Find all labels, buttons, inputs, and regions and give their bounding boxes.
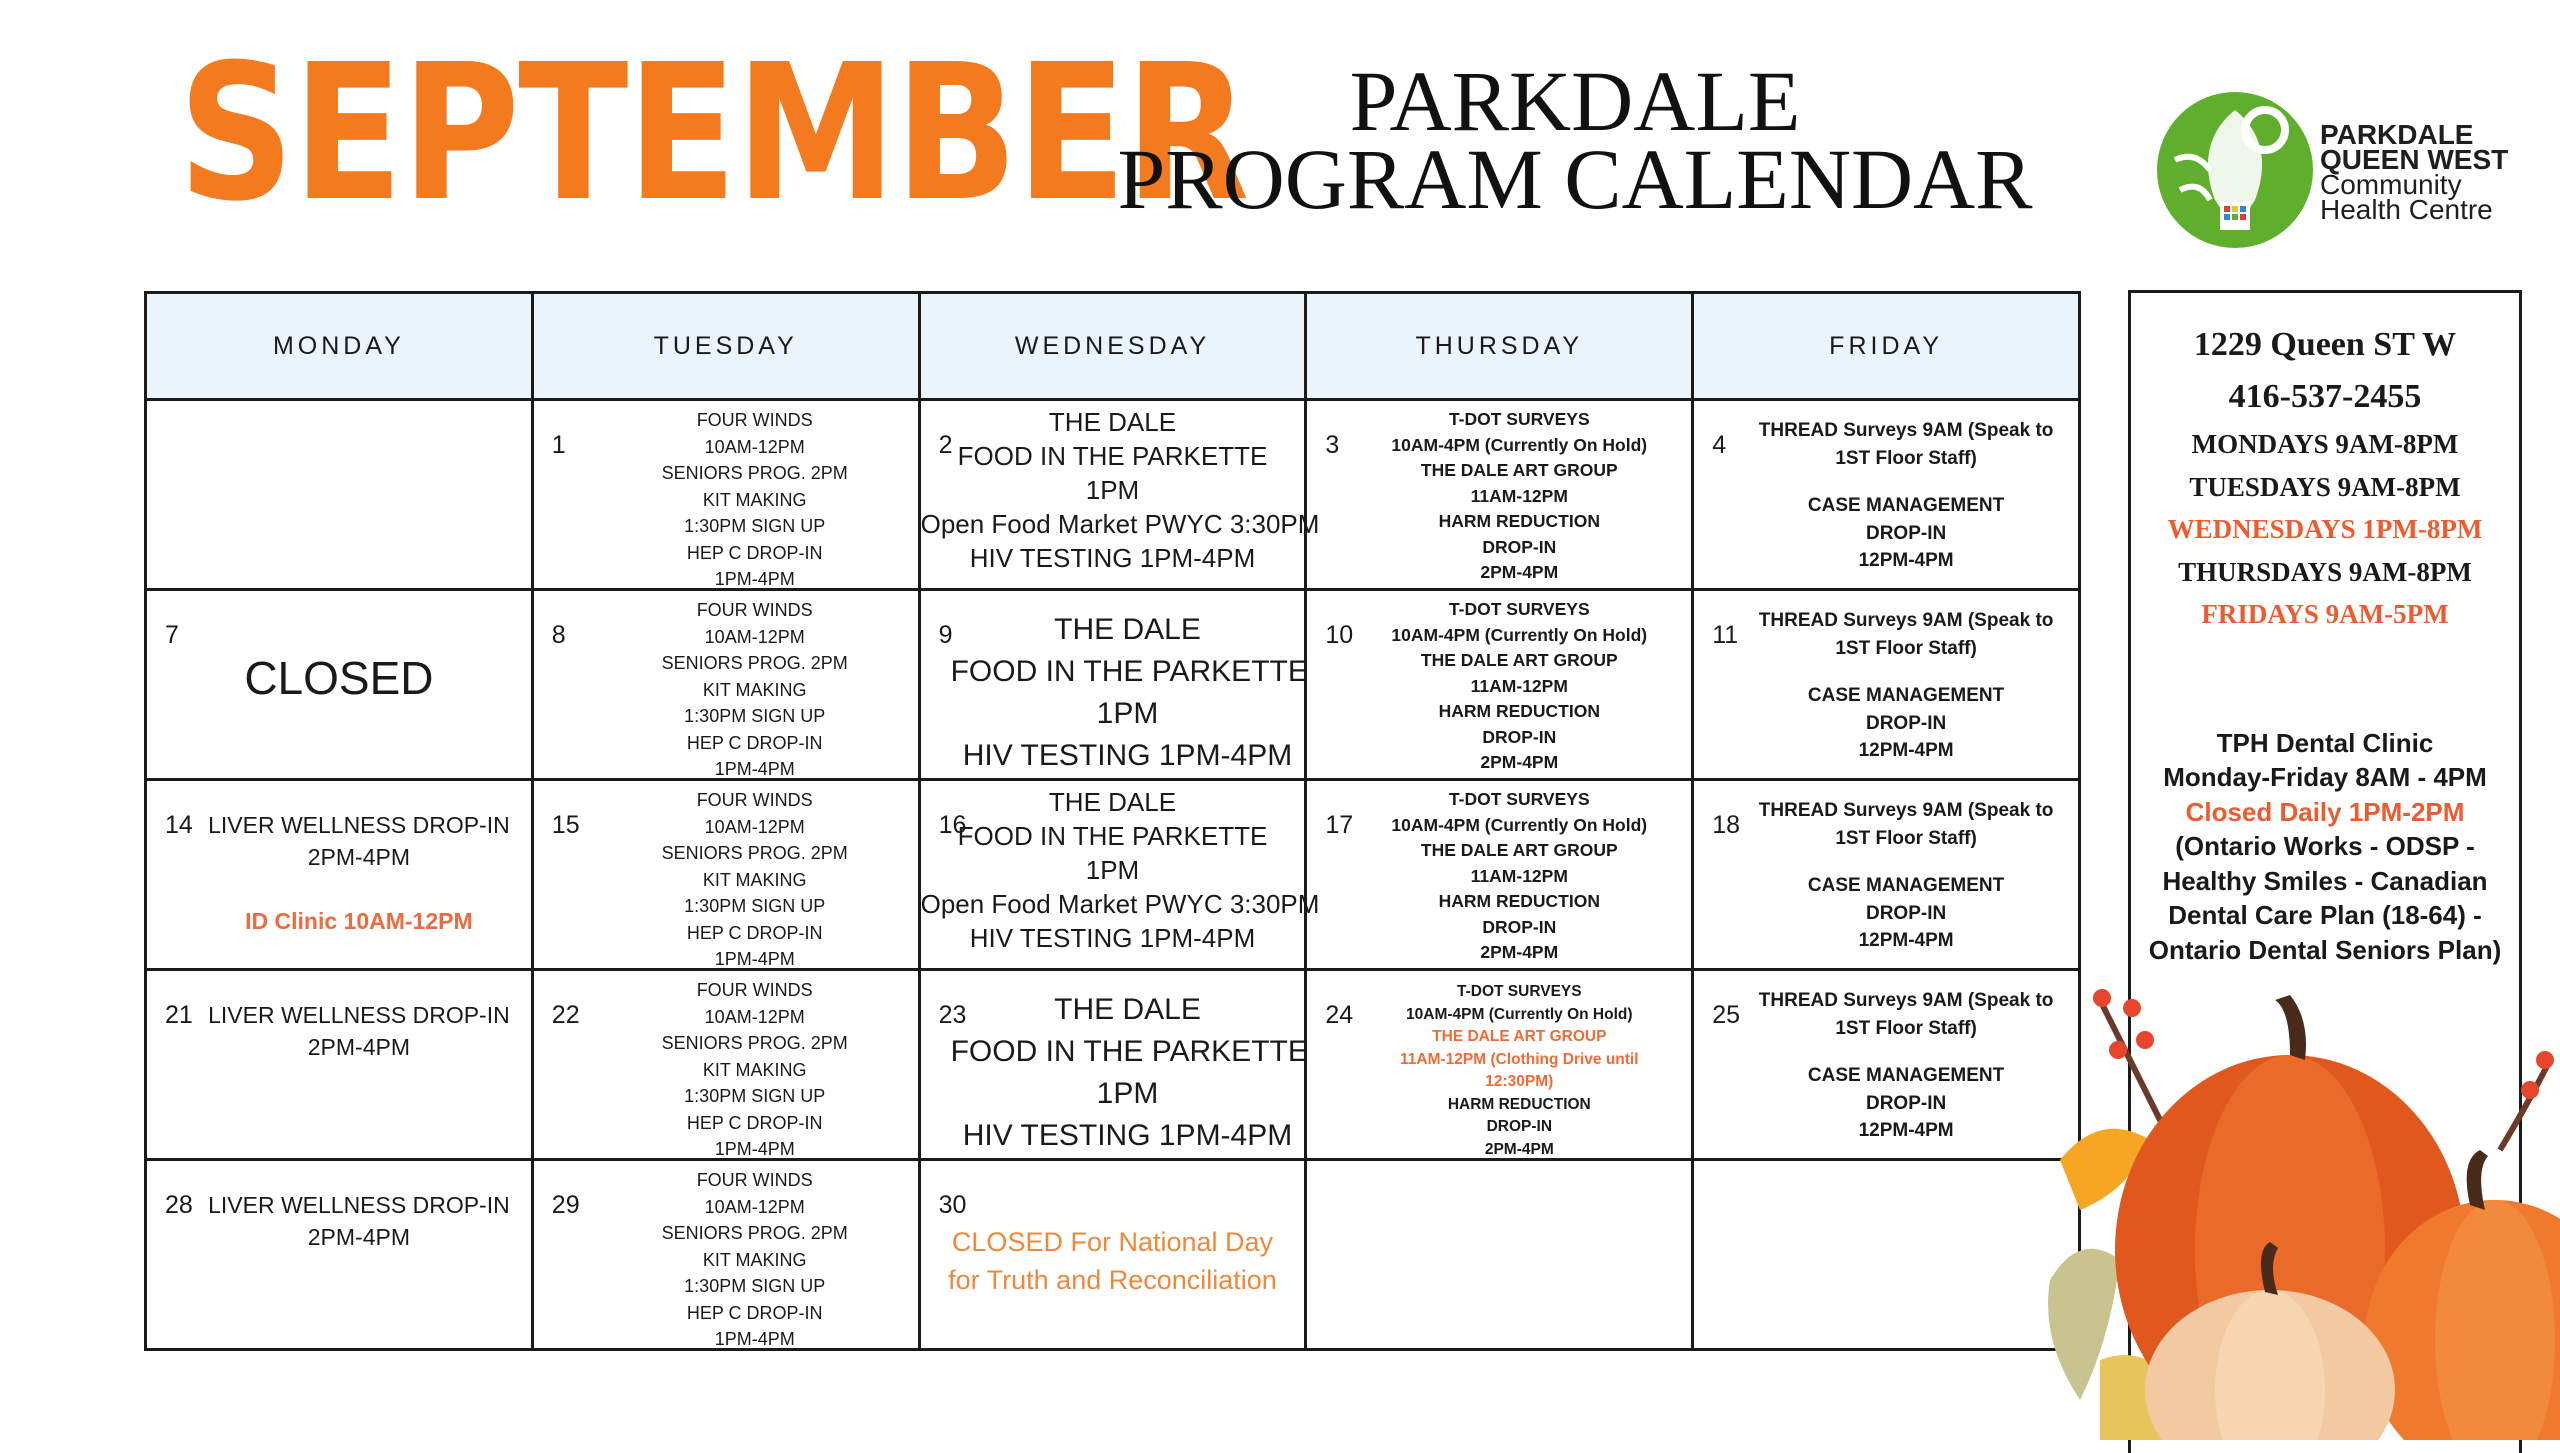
date-number: 10: [1325, 621, 1354, 649]
page-title: [1090, 53, 2060, 227]
week-row: [146, 970, 2080, 1160]
event-line: 1PM-4PM: [714, 1329, 795, 1349]
date-number: 30: [938, 1191, 967, 1219]
closed-label: CLOSED: [244, 652, 434, 704]
date-number: 1: [551, 431, 566, 459]
org-line: Health Centre: [2320, 194, 2493, 225]
dental-plan-line: Healthy Smiles - Canadian: [2162, 865, 2488, 896]
event-line: HEP C DROP-IN: [686, 922, 823, 943]
event-line: CASE MANAGEMENT: [1807, 875, 2005, 896]
event-line: 10AM-4PM (Currently On Hold): [1391, 434, 1648, 455]
hours-item: FRIDAYS 9AM-5PM: [2201, 599, 2449, 629]
dental-hours: Monday-Friday 8AM - 4PM: [2163, 762, 2487, 792]
event-line: 2PM-4PM: [1484, 1140, 1554, 1158]
hours-item: THURSDAYS 9AM-8PM: [2178, 556, 2472, 587]
event-line: FOOD IN THE PARKETTE: [957, 441, 1268, 471]
date-number: 2: [938, 431, 953, 459]
event-line: DROP-IN: [1865, 1092, 1947, 1114]
event-line: 10AM-12PM: [704, 436, 805, 457]
event-line: 1PM: [1096, 1077, 1159, 1110]
weekday-header: THURSDAY: [1306, 293, 1693, 400]
day-cell-16: [919, 780, 1320, 970]
event-line: 2PM-4PM: [307, 1224, 411, 1250]
event-line: 2PM-4PM: [1480, 562, 1559, 582]
event-line: LIVER WELLNESS DROP-IN: [208, 1192, 510, 1218]
event-line: 1PM-4PM: [714, 569, 795, 589]
event-line: 1ST Floor Staff): [1835, 447, 1977, 469]
event-line: SENIORS PROG. 2PM: [661, 843, 848, 863]
event-line: HIV TESTING 1PM-4PM: [962, 739, 1293, 772]
event-line: DROP-IN: [1865, 522, 1947, 544]
hours-list: [2131, 423, 2519, 636]
day-cell-empty: [146, 400, 533, 590]
events: [592, 787, 918, 973]
event-line: LIVER WELLNESS DROP-IN: [208, 812, 510, 838]
events: [1347, 981, 1691, 1161]
events: [920, 405, 1320, 575]
day-cell-11: [1693, 590, 2080, 780]
event-line: 1PM-4PM: [714, 1139, 795, 1159]
event-line: T-DOT SURVEYS: [1448, 599, 1590, 619]
dental-plan-line: Dental Care Plan (18-64) -: [2168, 900, 2482, 930]
day-cell-24: [1306, 970, 1693, 1160]
event-line: 1PM: [1085, 855, 1140, 885]
event-line: HEP C DROP-IN: [686, 1112, 823, 1133]
event-line: CLOSED For National Day: [951, 1227, 1274, 1257]
day-cell-9: [919, 590, 1306, 780]
hours-item: MONDAYS 9AM-8PM: [2191, 429, 2459, 459]
date-number: 8: [551, 621, 566, 649]
events: [920, 785, 1320, 955]
weekday-header: TUESDAY: [532, 293, 919, 400]
dental-clinic-info: [2131, 726, 2519, 968]
hours-item: WEDNESDAYS 1PM-8PM: [2167, 514, 2483, 544]
event-line: T-DOT SURVEYS: [1448, 409, 1590, 429]
event-line: HARM REDUCTION: [1438, 701, 1600, 721]
day-cell-empty: [1306, 1160, 1693, 1350]
event-line: 10AM-4PM (Currently On Hold): [1391, 814, 1648, 835]
event-line: DROP-IN: [1482, 536, 1557, 557]
day-cell-10: [1306, 590, 1693, 780]
event-line: THE DALE: [1054, 993, 1201, 1026]
day-cell-15: [532, 780, 919, 970]
event-line: SENIORS PROG. 2PM: [661, 653, 848, 673]
event-line: LIVER WELLNESS DROP-IN: [208, 1002, 510, 1028]
event-line: SENIORS PROG. 2PM: [661, 1033, 848, 1053]
event-line: T-DOT SURVEYS: [1456, 983, 1582, 1000]
event-line: 11AM-12PM: [1470, 675, 1568, 696]
event-line: 11AM-12PM: [1470, 865, 1568, 886]
event-line: DROP-IN: [1482, 726, 1557, 747]
org-line: Community: [2320, 169, 2462, 200]
day-cell-4: [1693, 400, 2080, 590]
event-line: 12PM-4PM: [1858, 930, 1954, 951]
day-cell-empty: [1693, 1160, 2080, 1350]
events: [1734, 417, 2078, 575]
event-line: 2PM-4PM: [307, 844, 411, 870]
events: [592, 1167, 918, 1353]
date-number: 15: [551, 811, 580, 839]
events: [1347, 407, 1691, 586]
date-number: 16: [938, 811, 967, 839]
event-line: 2PM-4PM: [1480, 752, 1559, 772]
event-line: FOOD IN THE PARKETTE: [950, 655, 1308, 688]
date-number: 25: [1712, 1001, 1740, 1029]
org-line: PARKDALE: [2320, 119, 2474, 150]
event-line: HIV TESTING 1PM-4PM: [969, 543, 1256, 573]
day-cell-23: [919, 970, 1306, 1160]
event-line: THE DALE: [1048, 787, 1177, 817]
event-line: Open Food Market PWYC 3:30PM: [920, 509, 1320, 539]
pumpkin-decoration-icon: [2040, 980, 2560, 1440]
dental-closed: Closed Daily 1PM-2PM: [2185, 796, 2465, 827]
event-line: 1:30PM SIGN UP: [684, 1276, 826, 1296]
events: [1347, 597, 1691, 776]
event-line: THE DALE: [1048, 407, 1177, 437]
event-line: HEP C DROP-IN: [686, 542, 823, 563]
event-line: Open Food Market PWYC 3:30PM: [920, 889, 1320, 919]
event-line: HARM REDUCTION: [1447, 1095, 1591, 1113]
day-cell-30: [919, 1160, 1306, 1350]
events: [187, 999, 531, 1063]
event-line: 2PM-4PM: [307, 1034, 411, 1060]
date-number: 4: [1712, 431, 1727, 459]
event-line: KIT MAKING: [702, 489, 807, 510]
day-cell-21: [146, 970, 533, 1160]
event-line: 1:30PM SIGN UP: [684, 706, 826, 726]
date-number: 7: [165, 621, 179, 649]
event-line: 1:30PM SIGN UP: [684, 896, 826, 916]
date-number: 18: [1712, 811, 1740, 839]
day-cell-22: [532, 970, 919, 1160]
event-line: FOUR WINDS: [696, 410, 813, 430]
weekday-header: MONDAY: [146, 293, 533, 400]
event-line: THREAD Surveys 9AM (Speak to: [1758, 610, 2054, 631]
weekday-header-row: [146, 293, 2080, 400]
event-line: DROP-IN: [1482, 916, 1557, 937]
events: [187, 809, 531, 937]
event-line: FOOD IN THE PARKETTE: [950, 1035, 1308, 1068]
event-line: FOUR WINDS: [696, 980, 813, 1000]
date-number: 11: [1712, 621, 1739, 649]
org-line: QUEEN WEST: [2320, 144, 2509, 175]
event-line: THE DALE ART GROUP: [1420, 460, 1618, 480]
events: [1734, 987, 2078, 1145]
event-line: DROP-IN: [1486, 1118, 1553, 1135]
title-line-1: PARKDALE: [1349, 53, 1801, 149]
day-cell-7: [146, 590, 533, 780]
date-number: 14: [165, 811, 193, 839]
day-cell-1: [532, 400, 919, 590]
dental-plan-line: Ontario Dental Seniors Plan): [2148, 934, 2502, 965]
event-line: HEP C DROP-IN: [686, 732, 823, 753]
date-number: 3: [1325, 431, 1340, 459]
address: 1229 Queen ST W: [2193, 326, 2457, 363]
event-line: 10AM-12PM: [704, 1006, 805, 1027]
event-line: THREAD Surveys 9AM (Speak to: [1758, 420, 2054, 441]
event-line: 12PM-4PM: [1858, 1120, 1954, 1141]
event-line: 1PM: [1085, 475, 1140, 505]
date-number: 9: [938, 621, 953, 649]
date-number: 22: [551, 1001, 580, 1029]
phone: 416-537-2455: [2228, 378, 2422, 415]
events: [921, 1223, 1305, 1299]
event-line: HARM REDUCTION: [1438, 891, 1600, 911]
event-line: T-DOT SURVEYS: [1448, 789, 1590, 809]
event-line: for Truth and Reconciliation: [948, 1265, 1277, 1295]
events: [1734, 797, 2078, 955]
day-cell-14: [146, 780, 533, 970]
day-cell-18: [1693, 780, 2080, 970]
hours-item: TUESDAYS 9AM-8PM: [2189, 471, 2461, 502]
day-cell-25: [1693, 970, 2080, 1160]
event-line: KIT MAKING: [702, 1059, 807, 1080]
event-line: 1PM: [1096, 697, 1159, 730]
events: [592, 597, 918, 783]
event-line: FOUR WINDS: [696, 1170, 813, 1190]
event-line: 1:30PM SIGN UP: [684, 516, 826, 536]
event-line: 10AM-4PM (Currently On Hold): [1406, 1005, 1633, 1023]
event-line: 10AM-12PM: [704, 1196, 805, 1217]
event-line: DROP-IN: [1865, 712, 1947, 734]
dental-plan-line: (Ontario Works - ODSP -: [2175, 831, 2475, 861]
date-number: 17: [1325, 811, 1354, 839]
event-line: 1ST Floor Staff): [1835, 637, 1977, 659]
events: [950, 989, 1308, 1157]
event-line: HEP C DROP-IN: [686, 1302, 823, 1323]
event-line: 1ST Floor Staff): [1835, 827, 1977, 849]
event-line: 1ST Floor Staff): [1835, 1017, 1977, 1039]
day-cell-2: [919, 400, 1320, 590]
event-line: 12PM-4PM: [1858, 740, 1954, 761]
event-line: 11AM-12PM (Clothing Drive until: [1400, 1050, 1639, 1068]
dental-title: TPH Dental Clinic: [2216, 727, 2434, 758]
week-row: [146, 400, 2080, 590]
event-line: 1:30PM SIGN UP: [684, 1086, 826, 1106]
event-line: KIT MAKING: [702, 679, 807, 700]
event-line: HIV TESTING 1PM-4PM: [962, 1119, 1293, 1152]
week-row: [146, 590, 2080, 780]
event-line: SENIORS PROG. 2PM: [661, 463, 848, 483]
week-row: [146, 780, 2080, 970]
event-line: 1PM-4PM: [714, 759, 795, 779]
day-cell-8: [532, 590, 919, 780]
event-line: THE DALE ART GROUP: [1420, 650, 1618, 670]
event-line: FOUR WINDS: [696, 600, 813, 620]
event-line: 2PM-4PM: [1480, 942, 1559, 962]
event-line: CASE MANAGEMENT: [1807, 1065, 2005, 1086]
day-cell-17: [1306, 780, 1693, 970]
event-line: FOOD IN THE PARKETTE: [957, 821, 1268, 851]
org-name: [2320, 119, 2509, 225]
event-line: CASE MANAGEMENT: [1807, 495, 2005, 516]
events: [1347, 787, 1691, 966]
event-line: DROP-IN: [1865, 902, 1947, 924]
week-row: [146, 1160, 2080, 1350]
event-line: 10AM-12PM: [704, 626, 805, 647]
date-number: 23: [938, 1001, 967, 1029]
title-line-2: PROGRAM CALENDAR: [1117, 131, 2033, 227]
date-number: 29: [551, 1191, 580, 1219]
pchc-logo-icon: [2140, 90, 2350, 250]
event-line: THE DALE: [1054, 613, 1201, 646]
calendar-table: [144, 291, 2081, 1351]
weekday-header: WEDNESDAY: [919, 293, 1306, 400]
events: [592, 977, 918, 1163]
event-line: 10AM-4PM (Currently On Hold): [1391, 624, 1648, 645]
events: [187, 1189, 531, 1253]
events: [592, 407, 918, 593]
event-line: HARM REDUCTION: [1438, 511, 1600, 531]
month-title: SEPTEMBER: [178, 24, 1248, 243]
event-line: THE DALE ART GROUP: [1432, 1028, 1607, 1045]
event-line: KIT MAKING: [702, 1249, 807, 1270]
event-line: SENIORS PROG. 2PM: [661, 1223, 848, 1243]
day-cell-29: [532, 1160, 919, 1350]
event-line: 10AM-12PM: [704, 816, 805, 837]
event-line: HIV TESTING 1PM-4PM: [969, 923, 1256, 953]
events: [1734, 607, 2078, 765]
day-cell-3: [1306, 400, 1693, 590]
event-line: CASE MANAGEMENT: [1807, 685, 2005, 706]
event-line: KIT MAKING: [702, 869, 807, 890]
date-number: 21: [165, 1001, 193, 1029]
event-line: ID Clinic 10AM-12PM: [245, 908, 473, 934]
address-block: [2131, 319, 2519, 423]
event-line: THE DALE ART GROUP: [1420, 840, 1618, 860]
event-line: 11AM-12PM: [1470, 485, 1568, 506]
event-line: THREAD Surveys 9AM (Speak to: [1758, 990, 2054, 1011]
event-line: 12:30PM): [1485, 1073, 1554, 1090]
event-line: 1PM-4PM: [714, 949, 795, 969]
day-cell-28: [146, 1160, 533, 1350]
weekday-header: FRIDAY: [1693, 293, 2080, 400]
date-number: 24: [1325, 1001, 1354, 1029]
event-line: 12PM-4PM: [1858, 550, 1954, 571]
event-line: THREAD Surveys 9AM (Speak to: [1758, 800, 2054, 821]
date-number: 28: [165, 1191, 193, 1219]
events: [950, 609, 1308, 777]
event-line: FOUR WINDS: [696, 790, 813, 810]
